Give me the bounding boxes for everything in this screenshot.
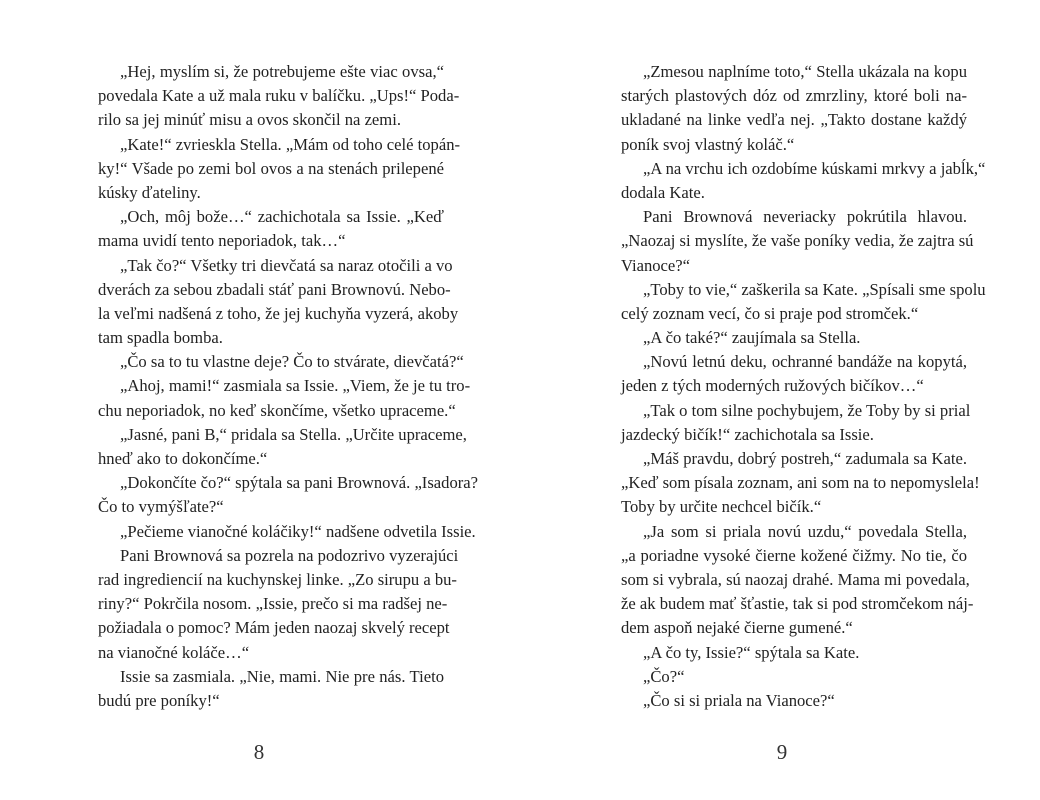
text-line: „Kate!“ zvrieskla Stella. „Mám od toho celé topán- <box>120 134 461 154</box>
text-line: riny?“ Pokrčila nosom. „Issie, prečo si ma radšej ne- <box>98 594 448 614</box>
text-line: „Hej, myslím si, že potrebujeme ešte viac ovsa,“ <box>120 62 444 81</box>
text-line: hneď ako to dokončíme.“ <box>98 449 268 468</box>
text-line: dem aspoň nejaké čierne gumené.“ <box>621 618 853 638</box>
text-line: „Och, môj bože…“ zachichotala sa Issie. „Keď <box>120 207 444 227</box>
text-line: „Čo si si priala na Vianoce?“ <box>643 690 835 710</box>
text-line: „a poriadne vysoké čierne kožené čižmy. No tie, čo <box>621 545 967 565</box>
text-line: „Pečieme vianočné koláčiky!“ nadšene odvetila Issie. <box>120 521 476 541</box>
text-line: la veľmi nadšená z toho, že jej kuchyňa vyzerá, akoby <box>98 303 459 323</box>
text-line: Čo to vymýšľate?“ <box>98 497 224 517</box>
text-line: rilo sa jej minúť misu a ovos skončil na zemi. <box>98 110 401 130</box>
text-line: dodala Kate. <box>621 182 705 202</box>
text-line: „Máš pravdu, dobrý postreh,“ zadumala sa Kate. <box>643 449 967 468</box>
text-line: jazdecký bičík!“ zachichotala sa Issie. <box>621 424 874 444</box>
text-line: že ak budem mať šťastie, tak si pod stromčekom náj- <box>621 594 974 614</box>
text-line: „Čo?“ <box>643 666 685 686</box>
text-line: poník svoj vlastný koláč.“ <box>621 134 795 154</box>
text-line: „Tak o tom silne pochybujem, že Toby by si prial <box>643 400 971 420</box>
text-line: starých plastových dóz od zmrzliny, ktoré boli na- <box>621 86 967 106</box>
text-line: Vianoce?“ <box>621 255 691 275</box>
text-line: Issie sa zasmiala. „Nie, mami. Nie pre nás. Tieto <box>120 666 444 686</box>
text-line: ky!“ Všade po zemi bol ovos a na stenách prilepené <box>98 158 444 178</box>
text-line: „A čo také?“ zaujímala sa Stella. <box>643 328 861 348</box>
text-line: „A na vrchu ich ozdobíme kúskami mrkvy a jabĺk,“ <box>643 158 986 178</box>
text-line: ukladané na linke vedľa nej. „Takto dostane každý <box>621 110 967 130</box>
text-line: „Keď som písala zoznam, ani som na to nepomyslela! <box>621 473 980 493</box>
text-line: Pani Brownová neveriacky pokrútila hlavou. <box>643 207 967 227</box>
text-line: som si vybrala, sú naozaj drahé. Mama mi povedala, <box>621 569 970 589</box>
text-line: dverách za sebou zbadali stáť pani Brownovú. Nebo- <box>98 279 451 299</box>
left-page-text <box>98 60 479 713</box>
text-line: „Čo sa to tu vlastne deje? Čo to stvárate, dievčatá?“ <box>120 352 464 372</box>
text-line: Toby by určite nechcel bičík.“ <box>621 497 822 517</box>
text-line: požiadala o pomoc? Mám jeden naozaj skvelý recept <box>98 618 450 638</box>
text-line: Pani Brownová sa pozrela na podozrivo vyzerajúci <box>120 545 459 565</box>
text-line: „Dokončíte čo?“ spýtala sa pani Brownová. „Isadora? <box>120 473 479 493</box>
text-line: povedala Kate a už mala ruku v balíčku. „Ups!“ Poda- <box>98 86 460 106</box>
page-number-right: 9 <box>776 740 788 764</box>
text-line: „Tak čo?“ Všetky tri dievčatá sa naraz otočili a vo <box>120 255 453 275</box>
text-line: chu neporiadok, no keď skončíme, všetko upraceme.“ <box>98 400 456 420</box>
text-line: „Zmesou naplníme toto,“ Stella ukázala na kopu <box>643 62 967 81</box>
text-line: na vianočné koláče…“ <box>98 642 250 662</box>
text-line: jeden z tých moderných ružových bičíkov…“ <box>621 376 924 396</box>
text-line: „Jasné, pani B,“ pridala sa Stella. „Určite upraceme, <box>120 424 467 444</box>
text-line: mama uvidí tento neporiadok, tak…“ <box>98 231 346 251</box>
text-line: kúsky ďateliny. <box>98 182 201 202</box>
text-line: tam spadla bomba. <box>98 328 223 348</box>
text-line: „Toby to vie,“ zaškerila sa Kate. „Spísali sme spolu <box>643 279 986 299</box>
right-page-text <box>621 60 986 713</box>
text-line: „Ahoj, mami!“ zasmiala sa Issie. „Viem, že je tu tro- <box>120 376 471 396</box>
text-line: „A čo ty, Issie?“ spýtala sa Kate. <box>643 642 860 662</box>
text-line: celý zoznam vecí, čo si praje pod stromček.“ <box>621 303 919 323</box>
text-line: „Novú letnú deku, ochranné bandáže na kopytá, <box>643 352 967 372</box>
text-line: budú pre poníky!“ <box>98 690 220 710</box>
text-line: „Ja som si priala novú uzdu,“ povedala Stella, <box>643 521 967 541</box>
text-line: rad ingrediencií na kuchynskej linke. „Zo sirupu a bu- <box>98 569 457 589</box>
text-line: „Naozaj si myslíte, že vaše poníky vedia, že zajtra sú <box>621 231 974 251</box>
page-number-left: 8 <box>253 740 265 764</box>
